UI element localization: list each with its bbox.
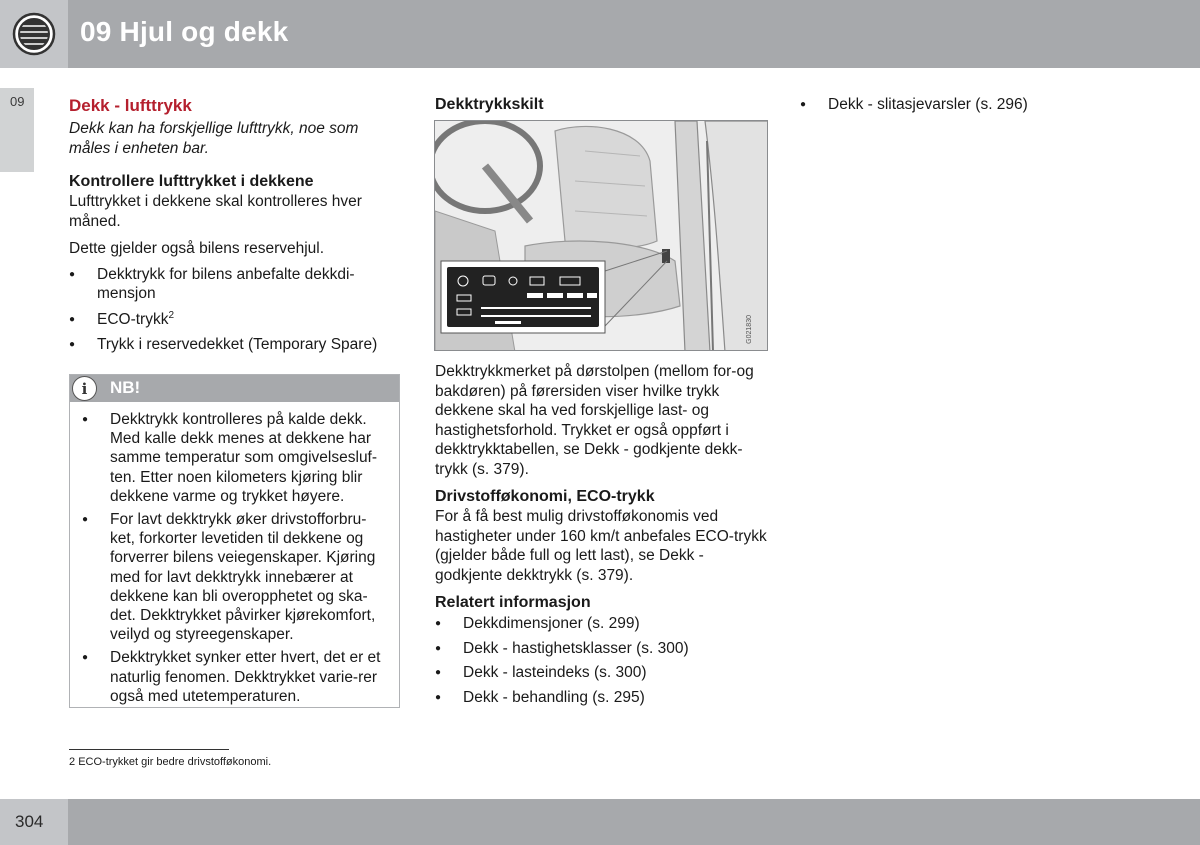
list-item: ● Dekktrykk kontrolleres på kalde dekk. Med kalle dekk menes at dekkene har samme temperatur som omgivelsesluf-ten. Etter noen kilometers kjøring blir dekkene varme og trykket høyere. bbox=[82, 410, 389, 506]
chapter-tab bbox=[0, 88, 34, 172]
chapter-icon-box bbox=[0, 0, 68, 68]
chapter-title: 09 Hjul og dekk bbox=[80, 16, 289, 47]
related-links-list bbox=[800, 95, 1180, 115]
section-title: Dekk - lufttrykk bbox=[69, 96, 192, 115]
paragraph: Dette gjelder også bilens reservehjul. bbox=[69, 240, 325, 257]
intro-text: Dekk kan ha forskjellige lufttrykk, noe som måles i enheten bar. bbox=[69, 120, 359, 157]
subsection-heading: Drivstofføkonomi, ECO-trykk bbox=[435, 488, 655, 505]
page-number: 304 bbox=[15, 812, 44, 831]
page-number-box bbox=[0, 799, 68, 845]
column-left bbox=[69, 95, 399, 355]
footnote bbox=[69, 755, 271, 769]
column-middle bbox=[435, 95, 770, 115]
list-item: ● For lavt dekktrykk øker drivstofforbru-ket, forkorter levetiden til dekkene og forverrer bilens veiegenskaper. Kjøring med for lavt dekktrykk innebærer at dekkene kan bli overopphetet og ska-det. Dekktrykket påvirker kjørekomfort, veilyd og styreegenskaper. bbox=[82, 510, 389, 644]
note-title: NB! bbox=[110, 378, 141, 397]
column-right bbox=[800, 95, 1180, 115]
related-link[interactable]: ● Dekkdimensjoner (s. 299) bbox=[435, 614, 770, 634]
bullet-list bbox=[69, 265, 399, 355]
paragraph: Lufttrykket i dekkene skal kontrolleres hver måned. bbox=[69, 193, 362, 230]
list-item: ● Dekktrykket synker etter hvert, det er et naturlig fenomen. Dekktrykket varie-rer også med utetemperaturen. bbox=[82, 648, 389, 706]
related-link[interactable]: ● Dekk - hastighetsklasser (s. 300) bbox=[435, 639, 770, 659]
note-header bbox=[70, 375, 399, 402]
subsection-heading: Kontrollere lufttrykket i dekkene bbox=[69, 173, 314, 190]
note-box bbox=[69, 374, 400, 708]
figure-code: G021830 bbox=[746, 315, 753, 344]
related-link[interactable]: ● Dekk - slitasjevarsler (s. 296) bbox=[800, 95, 1180, 115]
footnote-text: ECO-trykket gir bedre drivstofføkonomi. bbox=[78, 756, 272, 768]
page-footer bbox=[0, 799, 1200, 845]
door-pillar-tire-label-figure bbox=[434, 120, 768, 351]
page-header bbox=[0, 0, 1200, 68]
list-item: ● ECO-trykk$^2$ bbox=[69, 310, 399, 330]
related-link[interactable]: ● Dekk - behandling (s. 295) bbox=[435, 688, 770, 708]
paragraph: For å få best mulig drivstofføkonomis ved hastigheter under 160 km/t anbefales ECO-trykk (gjelder både full og lett last), se Dekk - godkjente dekktrykk (s. 379). bbox=[435, 508, 767, 584]
footnote-divider bbox=[69, 749, 229, 750]
related-info-heading: Relatert informasjon bbox=[435, 594, 591, 611]
paragraph: Dekktrykkmerket på dørstolpen (mellom for-og bakdøren) på førersiden viser hvilke trykk dekkene skal ha ved forskjellige last- og hastighetsforhold. Trykket er også oppført i dekktrykktabellen, se Dekk - godkjente dekk-trykk (s. 379). bbox=[435, 363, 754, 478]
list-item: ● Trykk i reservedekket (Temporary Spare) bbox=[69, 335, 399, 355]
car-door-illustration bbox=[435, 121, 768, 351]
footnote-number: 2 bbox=[69, 756, 76, 768]
footnote-ref: 2 bbox=[168, 309, 175, 321]
related-links-list bbox=[435, 614, 770, 707]
chapter-tab-label: 09 bbox=[10, 94, 25, 109]
tire-icon bbox=[11, 11, 57, 57]
info-icon: i bbox=[72, 376, 97, 401]
column-middle-body bbox=[435, 362, 770, 707]
note-bullet-list bbox=[82, 410, 389, 706]
related-link[interactable]: ● Dekk - lasteindeks (s. 300) bbox=[435, 663, 770, 683]
subsection-heading: Dekktrykkskilt bbox=[435, 96, 544, 113]
list-item: ● Dekktrykk for bilens anbefalte dekkdi-mensjon bbox=[69, 265, 399, 304]
